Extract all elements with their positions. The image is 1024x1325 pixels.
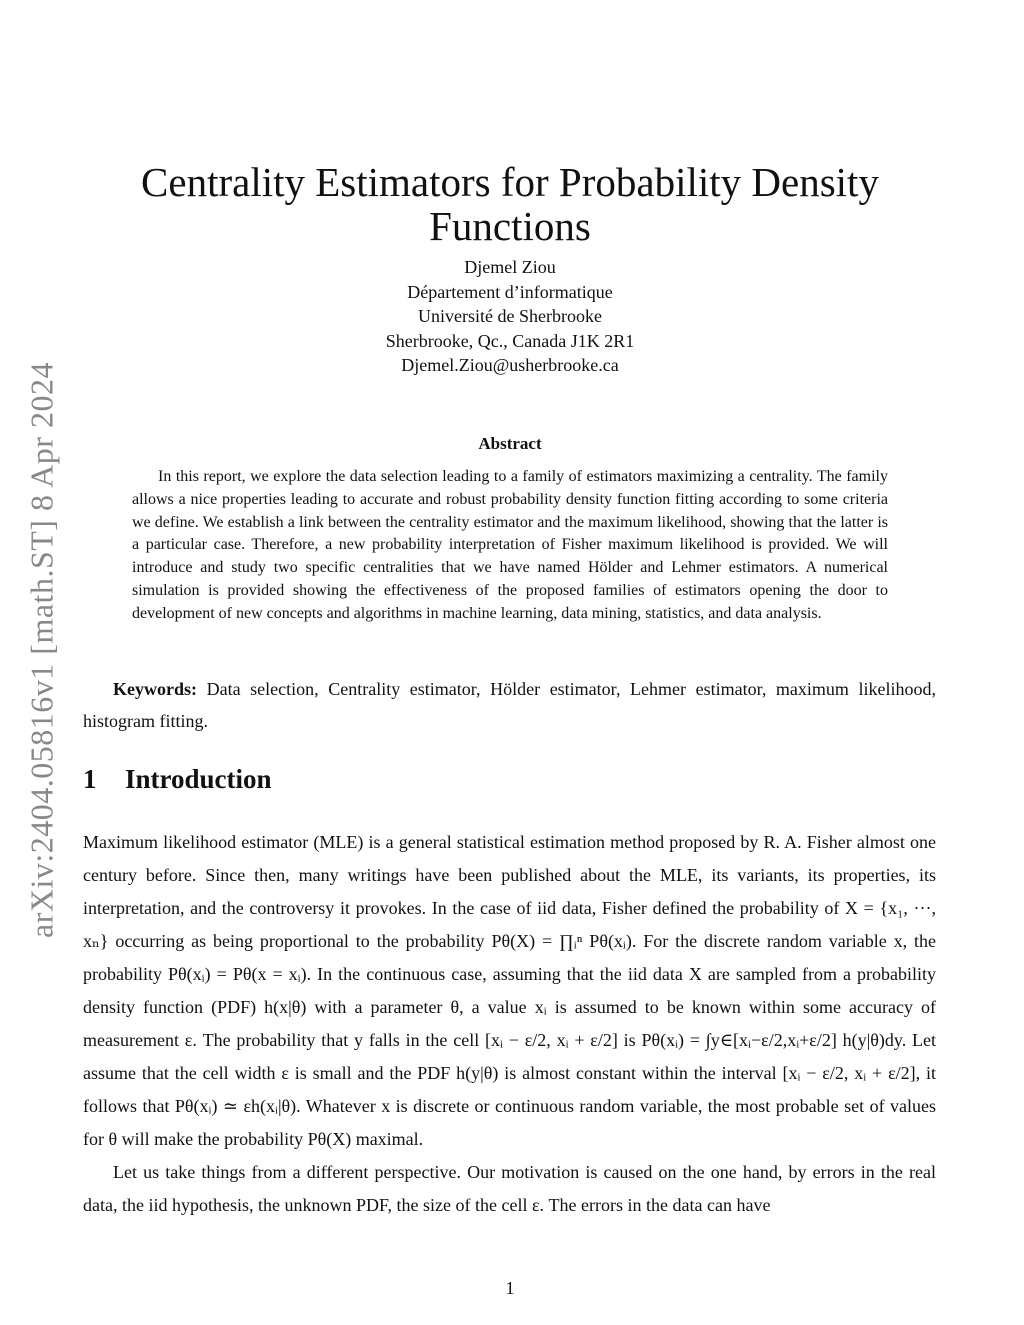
author-block (200, 255, 820, 378)
body-text (83, 826, 936, 1222)
section-title: Introduction (125, 764, 272, 794)
author-name: Djemel Ziou (464, 257, 556, 277)
keywords (83, 673, 936, 737)
author-university: Université de Sherbrooke (418, 306, 602, 326)
paper-title: Centrality Estimators for Probability Density Functions (141, 159, 879, 249)
abstract-heading: Abstract (478, 434, 542, 453)
keywords-text: Data selection, Centrality estimator, Hölder estimator, Lehmer estimator, maximum likelihood, histogram fitting. (83, 679, 936, 731)
section-heading (83, 764, 272, 795)
author-address: Sherbrooke, Qc., Canada J1K 2R1 (385, 330, 635, 351)
paragraph: Maximum likelihood estimator (MLE) is a general statistical estimation method proposed by R. A. Fisher almost one century before. Since then, many writings have been published about the MLE, its variants, its properties, its interpretation, and the controversy it provokes. In the case of iid data, Fisher defined the probability of X = {x₁, ···, xₙ} occurring as being proportional to the probability Pθ(X) = ∏ᵢⁿ Pθ(xᵢ). For the discrete random variable x, the probability Pθ(xᵢ) = Pθ(x = xᵢ). In the continuous case, assuming that the iid data X are sampled from a probability density function (PDF) h(x|θ) with a parameter θ, a value xᵢ is assumed to be known within some accuracy of measurement ε. The probability that y falls in the cell [xᵢ − ε/2, xᵢ + ε/2] is Pθ(xᵢ) = ∫y∈[xᵢ−ε/2,xᵢ+ε/2] h(y|θ)dy. Let assume that the cell width ε is small and the PDF h(y|θ) is almost constant within the interval [xᵢ − ε/2, xᵢ + ε/2], it follows that Pθ(xᵢ) ≃ εh(xᵢ|θ). Whatever x is discrete or continuous random variable, the most probable set of values for θ will make the probability Pθ(X) maximal. (83, 832, 936, 1149)
author-email: Djemel.Ziou@usherbrooke.ca (401, 355, 619, 375)
keywords-label: Keywords: (113, 679, 197, 699)
paragraph: Let us take things from a different perspective. Our motivation is caused on the one hand, by errors in the real data, the iid hypothesis, the unknown PDF, the size of the cell ε. The errors in the data can have (83, 1162, 936, 1215)
abstract-text: In this report, we explore the data selection leading to a family of estimators maximizing a centrality. The family allows a nice properties leading to accurate and robust probability density function fitting according to some criteria we define. We establish a link between the centrality estimator and the maximum likelihood, showing that the latter is a particular case. Therefore, a new probability interpretation of Fisher maximum likelihood is provided. We will introduce and study two specific centralities that we have named Hölder and Lehmer estimators. A numerical simulation is provided showing the effectiveness of the proposed families of estimators opening the door to development of new concepts and algorithms in machine learning, data mining, statistics, and data analysis. (132, 468, 888, 622)
page-number: 1 (505, 1278, 515, 1298)
arxiv-identifier: arXiv:2404.05816v1 [math.ST] 8 Apr 2024 (23, 362, 60, 938)
section-number: 1 (83, 764, 97, 794)
author-department: Département d’informatique (407, 281, 613, 302)
